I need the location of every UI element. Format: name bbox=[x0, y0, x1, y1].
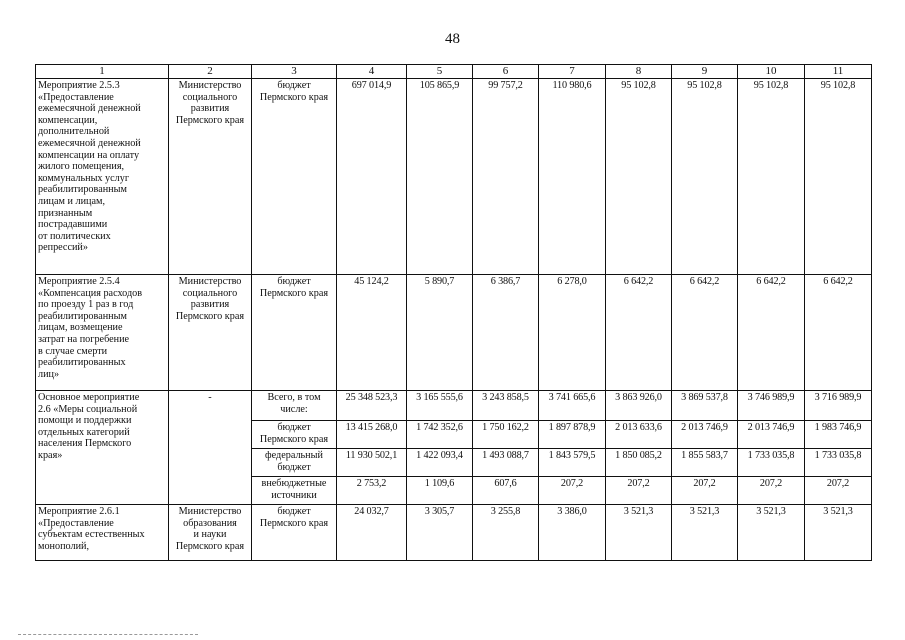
value-cell: 607,6 bbox=[473, 477, 539, 505]
funding-source-cell: федеральный бюджет bbox=[252, 449, 337, 477]
value-cell: 2 753,2 bbox=[337, 477, 407, 505]
value-cell: 6 642,2 bbox=[738, 275, 805, 391]
value-cell: 95 102,8 bbox=[672, 79, 738, 275]
value-cell: 3 521,3 bbox=[805, 505, 872, 561]
value-cell: 207,2 bbox=[672, 477, 738, 505]
value-cell: 3 165 555,6 bbox=[407, 391, 473, 421]
column-header: 6 bbox=[473, 65, 539, 79]
value-cell: 1 750 162,2 bbox=[473, 421, 539, 449]
table-row bbox=[36, 505, 872, 561]
column-header: 2 bbox=[169, 65, 252, 79]
value-cell: 3 716 989,9 bbox=[805, 391, 872, 421]
value-cell: 11 930 502,1 bbox=[337, 449, 407, 477]
value-cell: 5 890,7 bbox=[407, 275, 473, 391]
executor-cell: Министерство социального развития Пермского края bbox=[169, 79, 252, 275]
table-row bbox=[36, 391, 872, 421]
value-cell: 13 415 268,0 bbox=[337, 421, 407, 449]
table-row bbox=[36, 79, 872, 275]
funding-source-cell: Всего, в том числе: bbox=[252, 391, 337, 421]
page-number: 48 bbox=[445, 31, 460, 47]
value-cell: 1 897 878,9 bbox=[539, 421, 606, 449]
value-cell: 2 013 746,9 bbox=[738, 421, 805, 449]
value-cell: 105 865,9 bbox=[407, 79, 473, 275]
value-cell: 25 348 523,3 bbox=[337, 391, 407, 421]
header-row bbox=[36, 65, 872, 79]
funding-source-cell: бюджет Пермского края bbox=[252, 505, 337, 561]
column-header: 9 bbox=[672, 65, 738, 79]
value-cell: 1 983 746,9 bbox=[805, 421, 872, 449]
value-cell: 3 521,3 bbox=[672, 505, 738, 561]
table-body bbox=[36, 79, 872, 561]
value-cell: 207,2 bbox=[738, 477, 805, 505]
value-cell: 697 014,9 bbox=[337, 79, 407, 275]
value-cell: 45 124,2 bbox=[337, 275, 407, 391]
value-cell: 95 102,8 bbox=[805, 79, 872, 275]
executor-cell: - bbox=[169, 391, 252, 505]
value-cell: 1 742 352,6 bbox=[407, 421, 473, 449]
column-header: 4 bbox=[337, 65, 407, 79]
value-cell: 3 869 537,8 bbox=[672, 391, 738, 421]
value-cell: 6 642,2 bbox=[672, 275, 738, 391]
value-cell: 1 843 579,5 bbox=[539, 449, 606, 477]
column-header: 10 bbox=[738, 65, 805, 79]
value-cell: 1 855 583,7 bbox=[672, 449, 738, 477]
value-cell: 6 386,7 bbox=[473, 275, 539, 391]
executor-cell: Министерство образования и науки Пермского края bbox=[169, 505, 252, 561]
measure-name: Мероприятие 2.5.4 «Компенсация расходов по проезду 1 раз в год реабилитированным лицам, возмещение затрат на погребение в случае смерти реабилитированных лиц» bbox=[36, 275, 169, 391]
value-cell: 110 980,6 bbox=[539, 79, 606, 275]
value-cell: 6 642,2 bbox=[805, 275, 872, 391]
table-row bbox=[36, 275, 872, 391]
value-cell: 95 102,8 bbox=[738, 79, 805, 275]
value-cell: 3 255,8 bbox=[473, 505, 539, 561]
value-cell: 207,2 bbox=[606, 477, 672, 505]
value-cell: 3 386,0 bbox=[539, 505, 606, 561]
funding-source-cell: внебюджетные источники bbox=[252, 477, 337, 505]
value-cell: 1 422 093,4 bbox=[407, 449, 473, 477]
measure-name: Мероприятие 2.6.1 «Предоставление субъектам естественных монополий, bbox=[36, 505, 169, 561]
value-cell: 207,2 bbox=[805, 477, 872, 505]
value-cell: 3 741 665,6 bbox=[539, 391, 606, 421]
table-header bbox=[36, 65, 872, 79]
value-cell: 24 032,7 bbox=[337, 505, 407, 561]
value-cell: 3 863 926,0 bbox=[606, 391, 672, 421]
value-cell: 3 243 858,5 bbox=[473, 391, 539, 421]
column-header: 1 bbox=[36, 65, 169, 79]
value-cell: 3 746 989,9 bbox=[738, 391, 805, 421]
column-header: 8 bbox=[606, 65, 672, 79]
column-header: 11 bbox=[805, 65, 872, 79]
value-cell: 1 733 035,8 bbox=[805, 449, 872, 477]
value-cell: 1 109,6 bbox=[407, 477, 473, 505]
column-header: 7 bbox=[539, 65, 606, 79]
funding-source-cell: бюджет Пермского края bbox=[252, 275, 337, 391]
value-cell: 1 493 088,7 bbox=[473, 449, 539, 477]
value-cell: 1 850 085,2 bbox=[606, 449, 672, 477]
value-cell: 3 305,7 bbox=[407, 505, 473, 561]
executor-cell: Министерство социального развития Пермского края bbox=[169, 275, 252, 391]
value-cell: 207,2 bbox=[539, 477, 606, 505]
column-header: 3 bbox=[252, 65, 337, 79]
measure-name: Основное мероприятие 2.6 «Меры социальной помощи и поддержки отдельных категорий населения Пермского края» bbox=[36, 391, 169, 505]
budget-table bbox=[35, 64, 872, 561]
value-cell: 6 642,2 bbox=[606, 275, 672, 391]
value-cell: 6 278,0 bbox=[539, 275, 606, 391]
value-cell: 95 102,8 bbox=[606, 79, 672, 275]
value-cell: 2 013 746,9 bbox=[672, 421, 738, 449]
value-cell: 99 757,2 bbox=[473, 79, 539, 275]
bottom-divider bbox=[18, 634, 198, 635]
value-cell: 3 521,3 bbox=[738, 505, 805, 561]
value-cell: 2 013 633,6 bbox=[606, 421, 672, 449]
value-cell: 1 733 035,8 bbox=[738, 449, 805, 477]
value-cell: 3 521,3 bbox=[606, 505, 672, 561]
column-header: 5 bbox=[407, 65, 473, 79]
measure-name: Мероприятие 2.5.3 «Предоставление ежемесячной денежной компенсации, дополнительной ежемесячной денежной компенсации на оплату жилого помещения, коммунальных услуг реабилитированным лицам и лицам, признанным пострадавшими от политических репрессий» bbox=[36, 79, 169, 275]
funding-source-cell: бюджет Пермского края bbox=[252, 79, 337, 275]
funding-source-cell: бюджет Пермского края bbox=[252, 421, 337, 449]
